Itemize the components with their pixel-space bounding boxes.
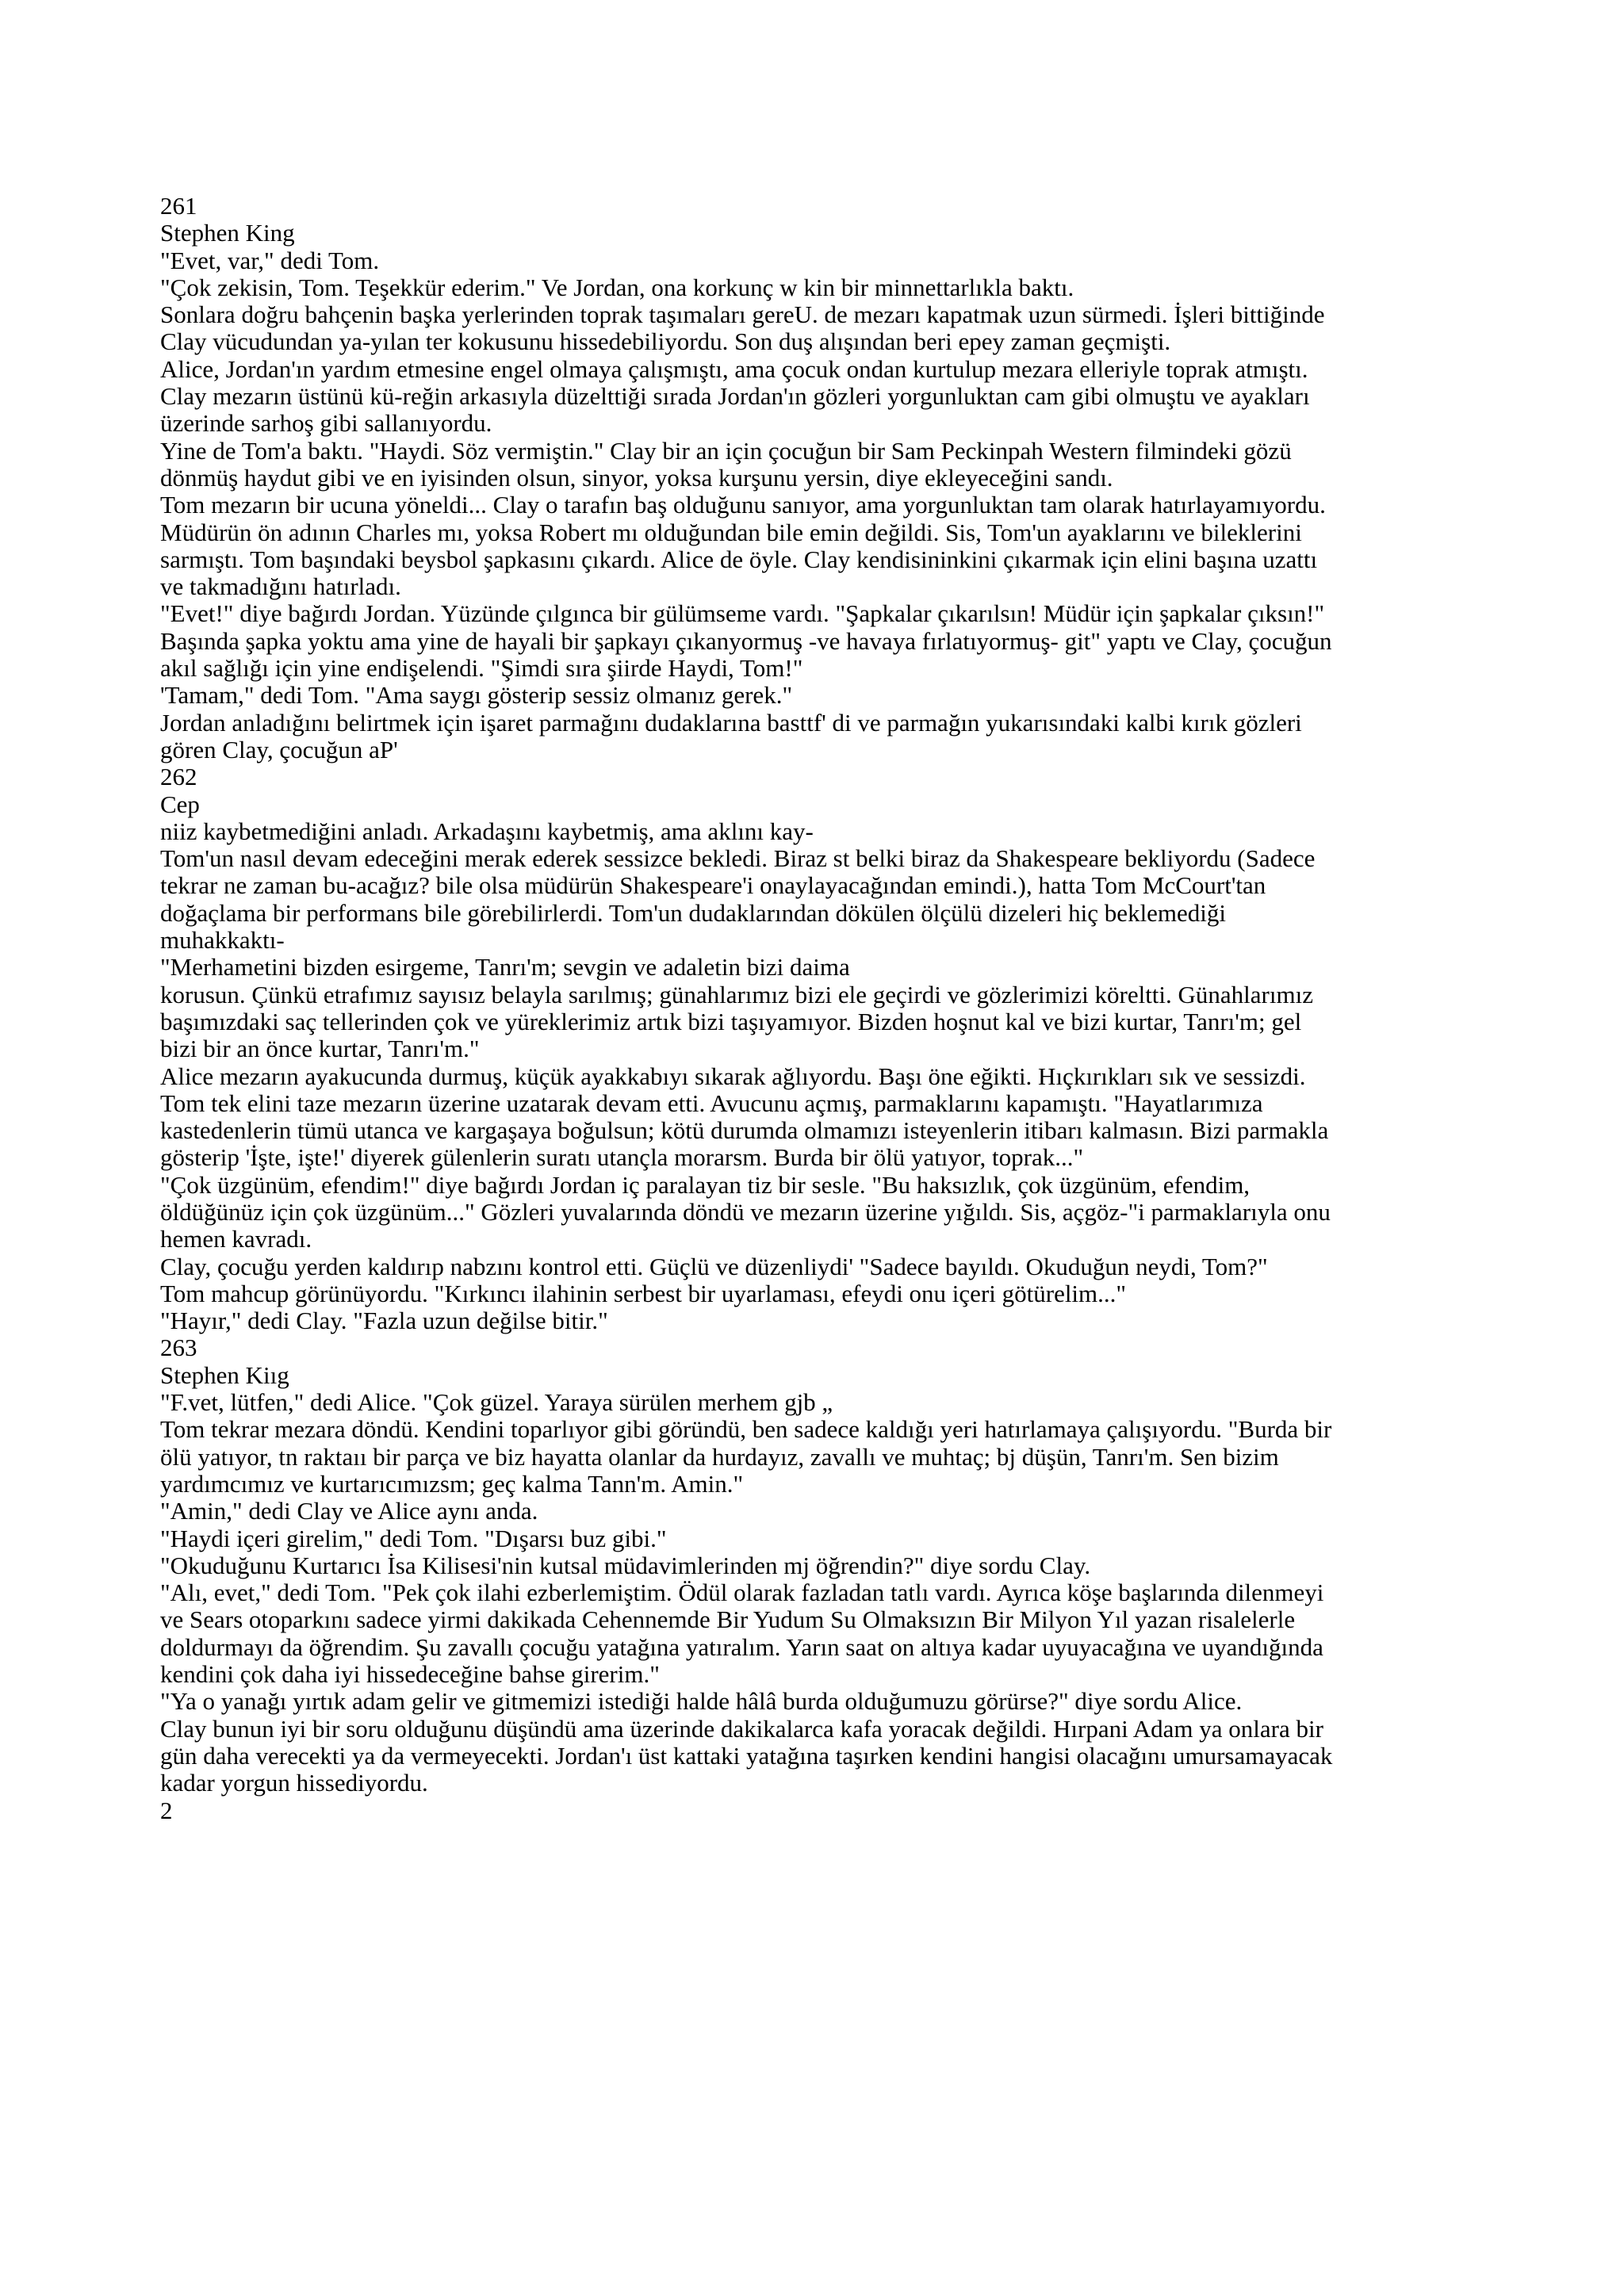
text-line: "Evet!" diye bağırdı Jordan. Yüzünde çılgınca bir gülümseme vardı. "Şapkalar çıkarılsın! Müdür için şapkalar çıksın!" (160, 599, 1325, 628)
text-line: "F.vet, lütfen," dedi Alice. "Çok güzel. Yaraya sürülen merhem gjb „ (160, 1388, 833, 1417)
text-line: muhakkaktı- (160, 926, 285, 955)
text-line: sarmıştı. Tom başındaki beysbol şapkasını çıkardı. Alice de öyle. Clay kendisininkini çıkarmak için elini başına uzattı (160, 545, 1318, 573)
text-line: "Çok zekisin, Tom. Teşekkür ederim." Ve Jordan, ona korkunç w kin bir minnettarlıkla baktı. (160, 273, 1074, 301)
text-line: gören Clay, çocuğun aP' (160, 735, 398, 763)
text-line: 261 (160, 192, 197, 220)
text-line: Clay vücudundan ya-yılan ter kokusunu hissedebiliyordu. Son duş alışından beri epey zaman geçmişti. (160, 327, 1171, 356)
text-line: Stephen King (160, 219, 295, 247)
text-line: yardımcımız ve kurtarıcımızsm; geç kalma Tann'm. Amin." (160, 1469, 744, 1498)
text-line: kadar yorgun hissediyordu. (160, 1769, 428, 1797)
text-line: "Alı, evet," dedi Tom. "Pek çok ilahi ezberlemiştim. Ödül olarak fazladan tatlı vardı. Ayrıca köşe başlarında dilenmeyi (160, 1578, 1324, 1607)
text-line: ve Sears otoparkını sadece yirmi dakikada Cehennemde Bir Yudum Su Olmaksızın Bir Milyon Yıl yazan risalelerle (160, 1605, 1296, 1634)
text-line: bizi bir an önce kurtar, Tanrı'm." (160, 1035, 480, 1063)
text-line: ve takmadığını hatırladı. (160, 572, 401, 601)
text-line: Alice, Jordan'ın yardım etmesine engel olmaya çalışmıştı, ama çocuk ondan kurtulup mezara elleriyle toprak atmıştı. (160, 354, 1308, 383)
text-line: Müdürün ön adının Charles mı, yoksa Robert mı olduğundan bile emin değildi. Sis, Tom'un ayaklarını ve bileklerini (160, 518, 1302, 546)
text-line: gün daha verecekti ya da vermeyecekti. Jordan'ı üst kattaki yatağına taşırken kendini hangisi olacağını umursamayacak (160, 1741, 1333, 1770)
text-line: Tom mezarın bir ucuna yöneldi... Clay o tarafın baş olduğunu sanıyor, ama yorgunluktan tam olarak hatırlayamıyordu. (160, 491, 1326, 519)
text-line: "Evet, var," dedi Tom. (160, 246, 380, 274)
text-line: akıl sağlığı için yine endişelendi. "Şimdi sıra şiirde Haydi, Tom!" (160, 654, 803, 683)
text-line: niiz kaybetmediğini anladı. Arkadaşını kaybetmiş, ama aklını kay- (160, 817, 814, 845)
text-line: Clay mezarın üstünü kü-reğin arkasıyla düzelttiği sırada Jordan'ın gözleri yorgunluktan cam gibi olmuştu ve ayakları (160, 382, 1310, 411)
text-line: Stephen Kiıg (160, 1360, 289, 1389)
text-line: tekrar ne zaman bu-acağız? bile olsa müdürün Shakespeare'i onaylayacağından emindi.), hatta Tom McCourt'tan (160, 871, 1266, 900)
document-page (160, 193, 1477, 1824)
text-line: "Okuduğunu Kurtarıcı İsa Kilisesi'nin kutsal müdavimlerinden mj öğrendin?" diye sordu Clay. (160, 1551, 1091, 1579)
text-line: Alice mezarın ayakucunda durmuş, küçük ayakkabıyı sıkarak ağlıyordu. Başı öne eğikti. Hıçkırıkları sık ve sessizdi. (160, 1062, 1306, 1090)
text-line: Yine de Tom'a baktı. "Haydi. Söz vermiştin." Clay bir an için çocuğun bir Sam Peckinpah Western filmindeki gözü (160, 436, 1292, 465)
text-line: "Amin," dedi Clay ve Alice aynı anda. (160, 1497, 538, 1525)
text-line: kendini çok daha iyi hissedeceğine bahse girerim." (160, 1660, 660, 1689)
text-line: Başında şapka yoktu ama yine de hayali bir şapkayı çıkanyormuş -ve havaya fırlatıyormuş- git" yaptı ve Clay, çocuğun (160, 626, 1332, 655)
text-line: hemen kavradı. (160, 1225, 312, 1253)
text-line: "Haydi içeri girelim," dedi Tom. "Dışarsı buz gibi." (160, 1524, 667, 1552)
text-line: Tom'un nasıl devam edeceğini merak ederek sessizce bekledi. Biraz st belki biraz da Shakespeare bekliyordu (Sadece (160, 844, 1316, 873)
text-line: 263 (160, 1334, 197, 1362)
text-line: başımızdaki saç tellerinden çok ve yüreklerimiz artık bizi taşıyamıyor. Bizden hoşnut kal ve bizi kurtar, Tanrı'm; gel (160, 1007, 1302, 1035)
text-line: "Ya o yanağı yırtık adam gelir ve gitmemizi istediği halde hâlâ burda olduğumuzu görürse?" diye sordu Alice. (160, 1687, 1243, 1716)
text-line: Clay bunun iyi bir soru olduğunu düşündü ama üzerinde dakikalarca kafa yoracak değildi. Hırpani Adam ya onlara bir (160, 1714, 1323, 1743)
text-line: korusun. Çünkü etrafımız sayısız belayla sarılmış; günahlarımız bizi ele geçirdi ve gözlerimizi köreltti. Günahlarımız (160, 980, 1313, 1008)
text-line: 262 (160, 763, 197, 791)
text-line: doldurmayı da öğrendim. Şu zavallı çocuğu yatağına yatıralım. Yarın saat on altıya kadar uyuyacağına ve uyandığında (160, 1632, 1323, 1661)
text-line: Jordan anladığını belirtmek için işaret parmağını dudaklarına basttf' di ve parmağın yukarısındaki kalbi kırık gözleri (160, 708, 1302, 737)
text-line: "Merhametini bizden esirgeme, Tanrı'm; sevgin ve adaletin bizi daima (160, 953, 850, 982)
text-line: Clay, çocuğu yerden kaldırıp nabzını kontrol etti. Güçlü ve düzenliydi' "Sadece bayıldı. Okuduğun neydi, Tom?" (160, 1252, 1268, 1280)
text-line: üzerinde sarhoş gibi sallanıyordu. (160, 409, 492, 438)
text-line: kastedenlerin tümü utanca ve kargaşaya boğulsun; kötü durumda olmamızı isteyenlerin itibarı kalmasın. Bizi parmakla (160, 1116, 1329, 1145)
text-line: Sonlara doğru bahçenin başka yerlerinden toprak taşımaları gereU. de mezarı kapatmak uzun sürmedi. İşleri bittiğinde (160, 300, 1325, 329)
text-line: Tom tekrar mezara döndü. Kendini toparlıyor gibi göründü, ben sadece kaldığı yeri hatırlamaya çalışıyordu. "Burda bir (160, 1415, 1332, 1444)
text-line: 2 (160, 1796, 173, 1824)
text-line: 'Tamam," dedi Tom. "Ama saygı gösterip sessiz olmanız gerek." (160, 681, 793, 710)
text-line: öldüğünüz için çok üzgünüm..." Gözleri yuvalarında döndü ve mezarın üzerine yığıldı. Sis, açgöz-"i parmaklarıyla onu (160, 1197, 1331, 1226)
text-line: Tom mahcup görünüyordu. "Kırkıncı ilahinin serbest bir uyarlaması, efeydi onu içeri götürelim..." (160, 1279, 1127, 1307)
text-line: ölü yatıyor, tn raktaıı bir parça ve biz hayatta olanlar da hurdayız, zavallı ve muhtaç; bj düşün, Tanrı'm. Sen bizim (160, 1442, 1279, 1471)
text-line: dönmüş haydut gibi ve en iyisinden olsun, sinyor, yoksa kurşunu yersin, diye ekleyeceğini sandı. (160, 463, 1113, 492)
text-line: Cep (160, 790, 200, 818)
text-line: Tom tek elini taze mezarın üzerine uzatarak devam etti. Avucunu açmış, parmaklarını kapamıştı. "Hayatlarımıza (160, 1089, 1263, 1117)
text-line: "Çok üzgünüm, efendim!" diye bağırdı Jordan iç paralayan tiz bir sesle. "Bu haksızlık, çok üzgünüm, efendim, (160, 1170, 1251, 1199)
text-line: gösterip 'İşte, işte!' diyerek gülenlerin suratı utançla morarsm. Burda bir ölü yatıyor, toprak..." (160, 1143, 1084, 1172)
text-line: "Hayır," dedi Clay. "Fazla uzun değilse bitir." (160, 1307, 608, 1335)
text-line: doğaçlama bir performans bile görebilirlerdi. Tom'un dudaklarından dökülen ölçülü dizeleri hiç beklemediği (160, 898, 1227, 927)
